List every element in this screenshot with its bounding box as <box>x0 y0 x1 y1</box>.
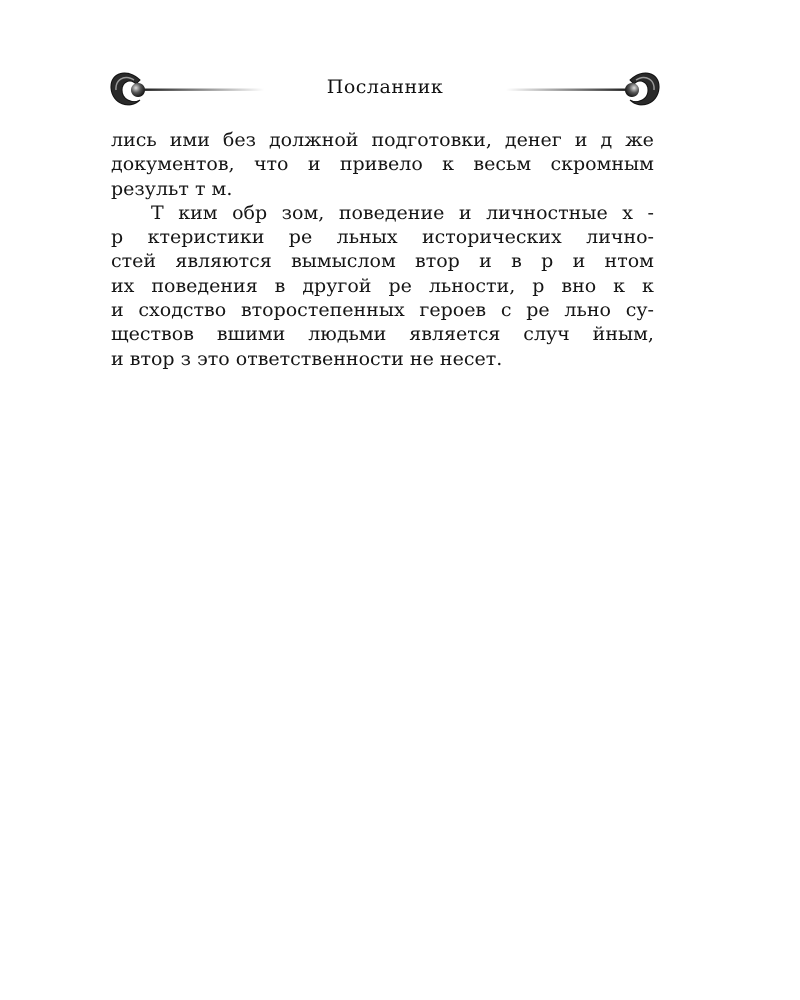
word: в <box>274 274 286 297</box>
word: их <box>111 274 135 297</box>
word: это <box>197 347 230 370</box>
word: м. <box>211 177 233 200</box>
word: привело <box>339 153 423 176</box>
word: несет. <box>439 347 503 370</box>
word: льно <box>564 299 611 322</box>
word: ответственности <box>235 347 404 370</box>
text-line <box>111 225 654 249</box>
word: т <box>194 177 206 200</box>
word: льных <box>336 226 398 249</box>
word: к <box>613 274 626 297</box>
word: и <box>479 250 492 273</box>
word: являются <box>175 250 272 273</box>
word: льности, <box>428 274 516 297</box>
word: людьми <box>308 323 387 346</box>
word: с <box>500 299 512 322</box>
word: вшими <box>216 323 286 346</box>
word: исторических <box>421 226 562 249</box>
text-line <box>111 347 654 371</box>
word: д <box>600 129 613 151</box>
word: нтом <box>604 250 654 273</box>
word: стей <box>111 250 157 273</box>
word: р <box>532 274 545 297</box>
body-text <box>111 128 654 371</box>
word: и <box>574 129 588 151</box>
word: случ <box>523 323 570 346</box>
running-header <box>100 62 670 122</box>
word: скромным <box>550 153 654 176</box>
word: х <box>622 201 633 224</box>
word: другой <box>302 274 372 297</box>
word: без <box>222 129 256 151</box>
text-line <box>111 322 654 346</box>
word: су- <box>625 299 654 322</box>
text-line <box>111 249 654 273</box>
word: и <box>572 250 586 273</box>
word: к <box>442 153 455 176</box>
text-line <box>111 274 654 298</box>
word: ктеристики <box>147 226 265 249</box>
text-line <box>111 177 654 201</box>
word: лись <box>111 129 157 151</box>
word: подготовки, <box>371 129 492 151</box>
word: йным, <box>592 323 654 346</box>
text-line <box>111 201 654 225</box>
word: ре <box>526 299 550 322</box>
running-header-title: Посланник <box>326 76 444 98</box>
word: зом, <box>281 201 325 224</box>
word: - <box>647 201 654 224</box>
scroll-ornament-icon <box>500 62 670 122</box>
word: в <box>511 250 522 273</box>
paragraph <box>111 201 654 371</box>
word: к <box>642 274 654 297</box>
paragraph <box>111 128 654 201</box>
word: поведения <box>151 274 258 297</box>
word: вно <box>561 274 597 297</box>
word: р <box>541 250 554 273</box>
word: документов, <box>111 153 235 176</box>
word: ществов <box>111 323 194 346</box>
word: личностные <box>486 201 608 224</box>
word: денег <box>504 129 562 151</box>
word: должной <box>268 129 359 151</box>
word: второстепенных <box>240 299 405 322</box>
word: лично- <box>586 226 654 249</box>
word: ре <box>288 226 313 249</box>
word: является <box>409 323 501 346</box>
word: обр <box>232 201 268 224</box>
word: ре <box>388 274 412 297</box>
word: и <box>111 347 124 370</box>
word: р <box>111 226 124 249</box>
word: и <box>111 299 124 322</box>
word: сходство <box>138 299 227 322</box>
word: втор <box>415 250 460 273</box>
word: героев <box>419 299 487 322</box>
word: и <box>458 201 472 224</box>
word: не <box>409 347 434 370</box>
word: результ <box>111 177 189 200</box>
word: поведение <box>338 201 445 224</box>
text-line <box>111 298 654 322</box>
word: что <box>253 153 289 176</box>
word: ими <box>169 129 210 151</box>
text-line <box>111 128 654 152</box>
word: з <box>180 347 192 370</box>
word: вымыслом <box>291 250 396 273</box>
text-line <box>111 152 654 176</box>
word: Т <box>151 201 164 224</box>
word: втор <box>129 347 175 370</box>
word: и <box>307 153 321 176</box>
word: ким <box>178 201 218 224</box>
word: весьм <box>473 153 532 176</box>
word: же <box>625 129 654 151</box>
